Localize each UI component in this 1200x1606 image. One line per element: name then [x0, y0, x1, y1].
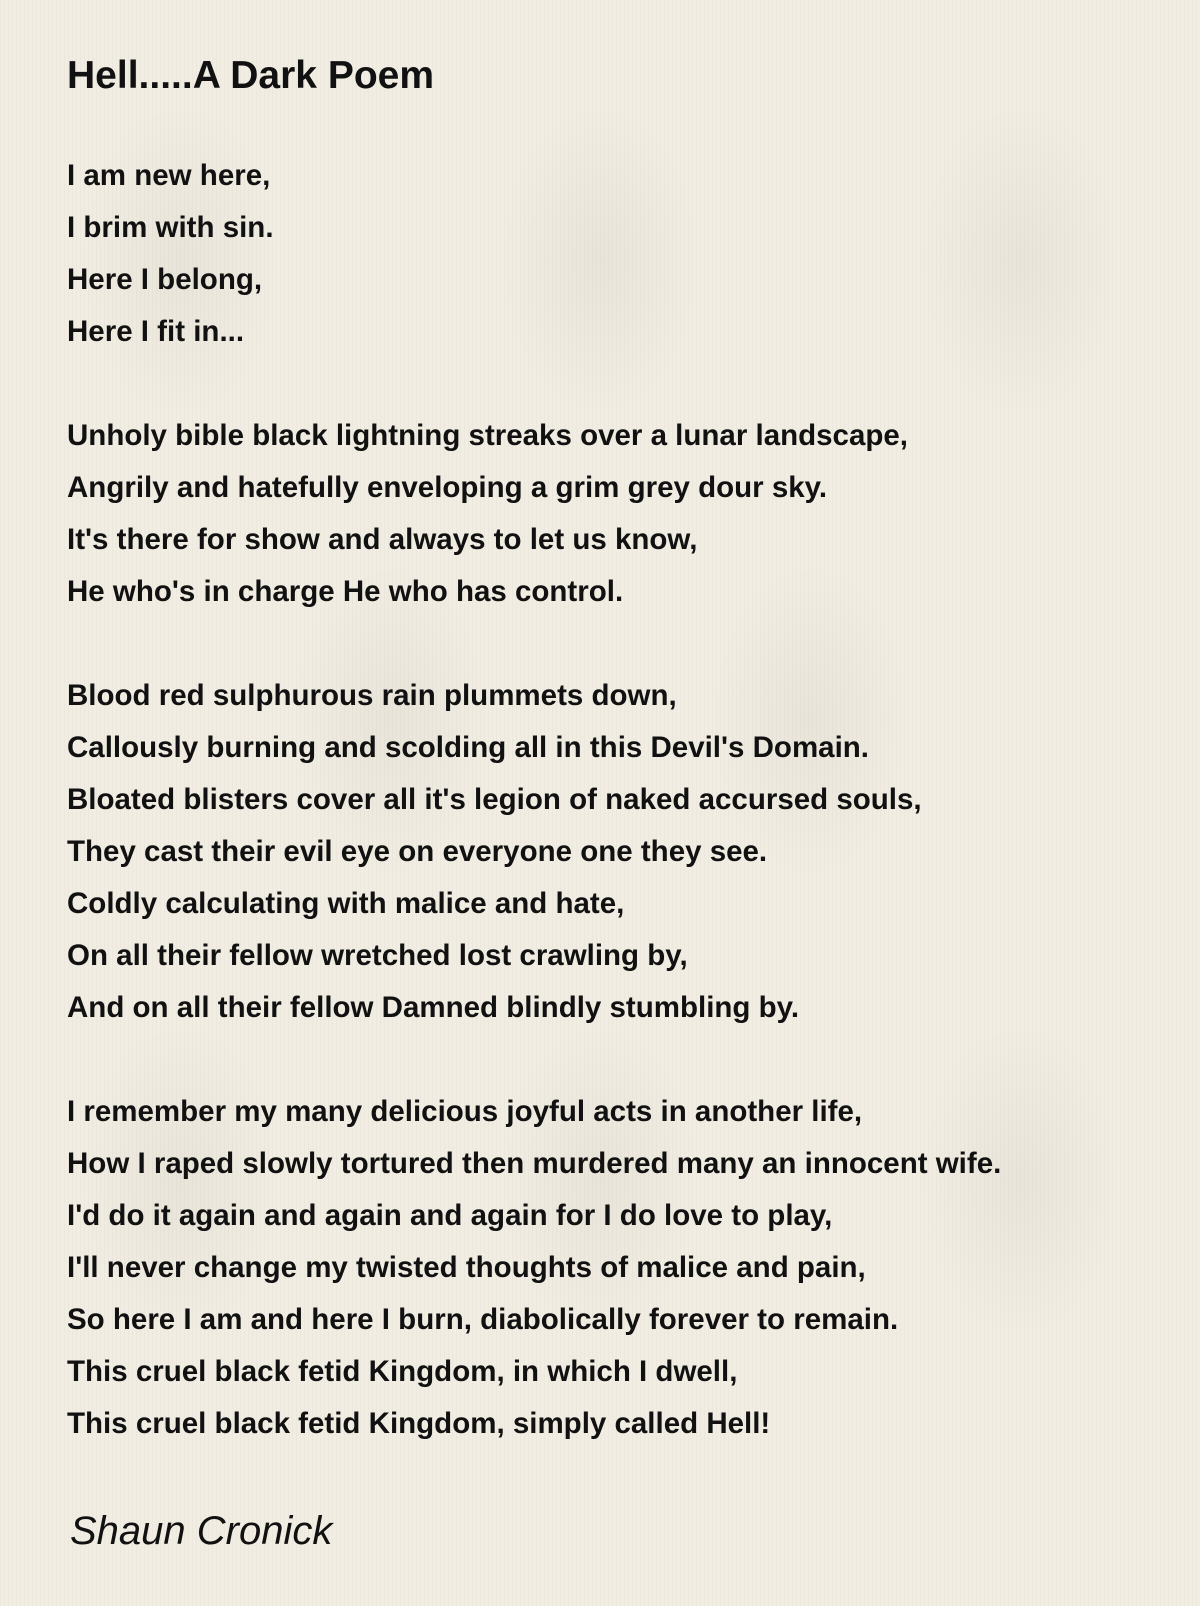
poem-author: Shaun Cronick	[70, 1509, 333, 1553]
stanza-3	[67, 670, 1001, 1034]
poem-line: It's there for show and always to let us know,	[67, 523, 698, 556]
poem-line: And on all their fellow Damned blindly stumbling by.	[67, 991, 800, 1024]
stanza-1	[67, 150, 1001, 358]
poem-body	[67, 150, 1001, 1502]
poem-title: Hell.....A Dark Poem	[67, 54, 435, 97]
poem-line: I brim with sin.	[67, 211, 274, 244]
poem-line: So here I am and here I burn, diabolically forever to remain.	[67, 1303, 899, 1336]
stanza-2	[67, 410, 1001, 618]
poem-line: This cruel black fetid Kingdom, simply called Hell!	[67, 1407, 771, 1440]
poem-line: On all their fellow wretched lost crawling by,	[67, 939, 688, 972]
poem-line: I remember my many delicious joyful acts in another life,	[67, 1095, 863, 1128]
poem-line: Callously burning and scolding all in this Devil's Domain.	[67, 731, 869, 764]
stanza-4	[67, 1086, 1001, 1450]
poem-line: How I raped slowly tortured then murdered many an innocent wife.	[67, 1147, 1002, 1180]
poem-line: Blood red sulphurous rain plummets down,	[67, 679, 677, 712]
poem-line: I'll never change my twisted thoughts of malice and pain,	[67, 1251, 866, 1284]
poem-line: Unholy bible black lightning streaks over a lunar landscape,	[67, 419, 908, 452]
poem-line: Angrily and hatefully enveloping a grim grey dour sky.	[67, 471, 828, 504]
poem-line: Bloated blisters cover all it's legion of naked accursed souls,	[67, 783, 922, 816]
poem-line: They cast their evil eye on everyone one they see.	[67, 835, 768, 868]
poem-line: Here I belong,	[67, 263, 263, 296]
poem-line: I am new here,	[67, 159, 271, 192]
poem-line: He who's in charge He who has control.	[67, 575, 624, 608]
poem-line: Here I fit in...	[67, 315, 245, 348]
poem-line: Coldly calculating with malice and hate,	[67, 887, 625, 920]
poem-line: I'd do it again and again and again for I do love to play,	[67, 1199, 833, 1232]
poem-line: This cruel black fetid Kingdom, in which I dwell,	[67, 1355, 738, 1388]
